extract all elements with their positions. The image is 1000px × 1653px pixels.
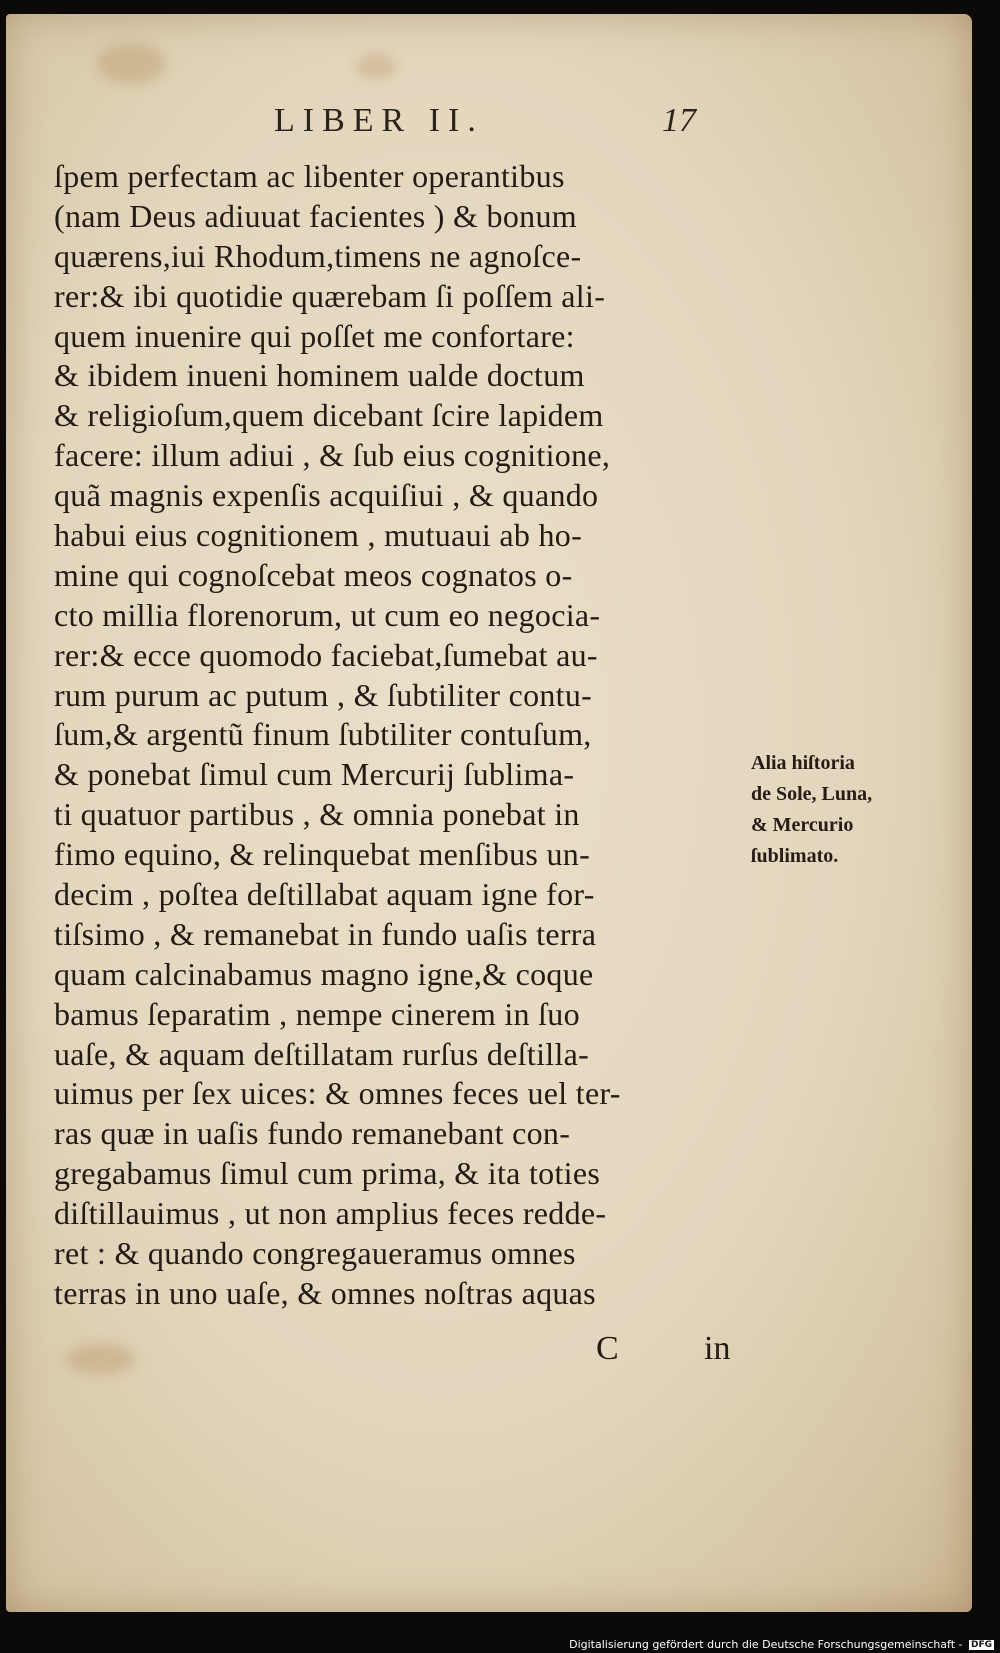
marginal-note-line: de Sole, Luna, bbox=[751, 783, 873, 805]
text-line: fimo equino, & relinquebat menſibus un- bbox=[54, 836, 591, 873]
text-line: tiſsimo , & remanebat in fundo uaſis terra bbox=[54, 915, 597, 952]
text-line: rer:& ecce quomodo faciebat,ſumebat au- bbox=[54, 636, 598, 673]
text-line: quærens,iui Rhodum,timens ne agnoſce- bbox=[54, 237, 582, 274]
text-line: habui eius cognitionem , mutuaui ab ho- bbox=[54, 517, 583, 554]
text-line: diſtillauimus , ut non amplius feces redde- bbox=[54, 1195, 607, 1232]
dfg-logo-icon: DFG bbox=[970, 1640, 992, 1650]
text-line: rer:& ibi quotidie quærebam ſi poſſem ali- bbox=[54, 277, 606, 314]
page-header bbox=[6, 102, 972, 152]
text-line: quam calcinabamus magno igne,& coque bbox=[54, 955, 594, 992]
text-line: rum purum ac putum , & ſubtiliter contu- bbox=[54, 676, 593, 713]
text-line: bamus ſeparatim , nempe cinerem in ſuo bbox=[54, 995, 580, 1032]
text-line: ras quæ in uaſis fundo remanebant con- bbox=[54, 1115, 571, 1152]
catchword: in bbox=[704, 1330, 731, 1367]
text-line: ſum,& argentũ finum ſubtiliter contuſum, bbox=[54, 716, 592, 753]
marginal-note-line: Alia hiſtoria bbox=[751, 752, 855, 774]
credit-text: Digitalisierung gefördert durch die Deutsche Forschungsgemeinschaft - bbox=[569, 1638, 963, 1651]
marginal-note-line: & Mercurio bbox=[751, 814, 854, 836]
text-line: uaſe, & aquam deſtillatam rurſus deſtilla- bbox=[54, 1035, 590, 1072]
text-line: decim , poſtea deſtillabat aquam igne for- bbox=[54, 876, 595, 913]
text-line: facere: illum adiui , & ſub eius cognitione, bbox=[54, 437, 611, 474]
text-line: & ponebat ſimul cum Mercurij ſublima- bbox=[54, 756, 575, 793]
paper-stain bbox=[96, 44, 166, 84]
folio-number: 17 bbox=[662, 102, 696, 139]
page-foot bbox=[6, 1330, 972, 1374]
text-line: ti quatuor partibus , & omnia ponebat in bbox=[54, 796, 580, 833]
text-line: terras in uno uaſe, & omnes noſtras aquas bbox=[54, 1274, 596, 1311]
text-line: mine qui cognoſcebat meos cognatos o- bbox=[54, 556, 573, 593]
running-head: LIBER II. bbox=[274, 102, 484, 139]
text-line: gregabamus ſimul cum prima, & ita toties bbox=[54, 1155, 601, 1192]
signature-mark: C bbox=[596, 1330, 619, 1367]
text-line: quã magnis expenſis acquiſiui , & quando bbox=[54, 477, 599, 514]
book-page bbox=[6, 14, 972, 1612]
text-line: cto millia florenorum, ut cum eo negocia- bbox=[54, 596, 601, 633]
paper-stain bbox=[356, 54, 396, 79]
text-line: & religioſum,quem dicebant ſcire lapidem bbox=[54, 397, 604, 434]
marginal-note bbox=[751, 748, 872, 872]
text-line: uimus per ſex uices: & omnes feces uel ter- bbox=[54, 1075, 621, 1112]
digitization-credit bbox=[569, 1638, 994, 1651]
text-line: quem inuenire qui poſſet me confortare: bbox=[54, 317, 575, 354]
text-line: ſpem perfectam ac libenter operantibus bbox=[54, 158, 565, 194]
marginal-note-line: ſublimato. bbox=[751, 845, 839, 867]
text-line: & ibidem inueni hominem ualde doctum bbox=[54, 357, 585, 394]
main-text-block bbox=[54, 157, 744, 1314]
text-line: (nam Deus adiuuat facientes ) & bonum bbox=[54, 197, 577, 234]
text-line: ret : & quando congregaueramus omnes bbox=[54, 1235, 576, 1272]
